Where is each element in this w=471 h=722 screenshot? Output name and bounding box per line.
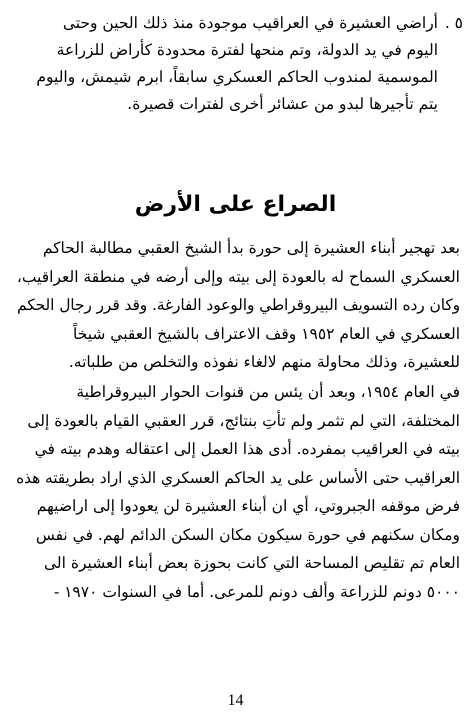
text-line: المختلفة، التي لم تثمر ولم تأتِ بنتائج، قرر العقبي القيام بالعودة إلى (27, 411, 460, 430)
list-item-number: ٥ . (444, 14, 463, 32)
page-number: 14 (227, 692, 244, 709)
text-line: العسكري السماح له بالعودة إلى بيته وإلى أرضه في منطقة العراقيب، (16, 267, 460, 286)
paragraph-2 (12, 378, 460, 606)
text-line: يتم تأجيرها لبدو من عشائر أخرى لفترات قصيرة. (127, 95, 438, 113)
text-line: العراقيب حتى الأساس على يد الحاكم العسكري الذي اراد بطريقته هذه (16, 468, 460, 487)
text-line: اليوم في يد الدولة، وتم منحها لفترة محدودة كأراض للزراعة (56, 41, 438, 59)
text-line: في العام ١٩٥٤، وبعد أن يئس من قنوات الحوار البيروقراطية (76, 383, 460, 401)
text-line: العام تم تقليص المساحة التي كانت بحوزة بعض أبناء العشيرة الى (43, 554, 460, 572)
text-line: العسكري في العام ١٩٥٢ وقف الاعتراف بالشيخ العقبي شيخاً (72, 324, 460, 343)
text-line: ومكان سكنهم في حورة سيكون مكان السكن الدائم لهم. في نفس (35, 525, 460, 544)
text-line: للعشيرة، وذلك محاولة منهم لالغاء نفوذه والتخلص من طلباته. (68, 353, 460, 371)
text-line: بعد تهجير أبناء العشيرة إلى حورة بدأ الشيخ العقبي مطالبة الحاكم (42, 239, 460, 257)
text-line: الموسمية لمندوب الحاكم العسكري سابقاً، ابرم شيمش، واليوم (36, 68, 438, 86)
text-line: بيته في العراقيب بمفرده. أدى هذا العمل إلى اعتقاله وهدم بيته في (34, 440, 460, 458)
list-item-point-5 (18, 10, 438, 118)
text-line: ٥٠٠٠ دونم للزراعة وألف دونم للمرعى. أما في السنوات ١٩٧٠ - (53, 582, 460, 601)
paragraph-1 (12, 234, 460, 377)
text-line: أراضي العشيرة في العراقيب موجودة منذ ذلك الحين وحتى (62, 14, 438, 32)
text-line: فرض موقفه الجبروتي، أي ان أبناء العشيرة لن يعودوا إلى اراضيهم (36, 497, 460, 515)
section-heading: الصراع على الأرض (134, 192, 337, 217)
text-line: وكان رده التسويف البيروقراطي والوعود الفارغة. وقد قرر رجال الحكم (17, 296, 460, 314)
